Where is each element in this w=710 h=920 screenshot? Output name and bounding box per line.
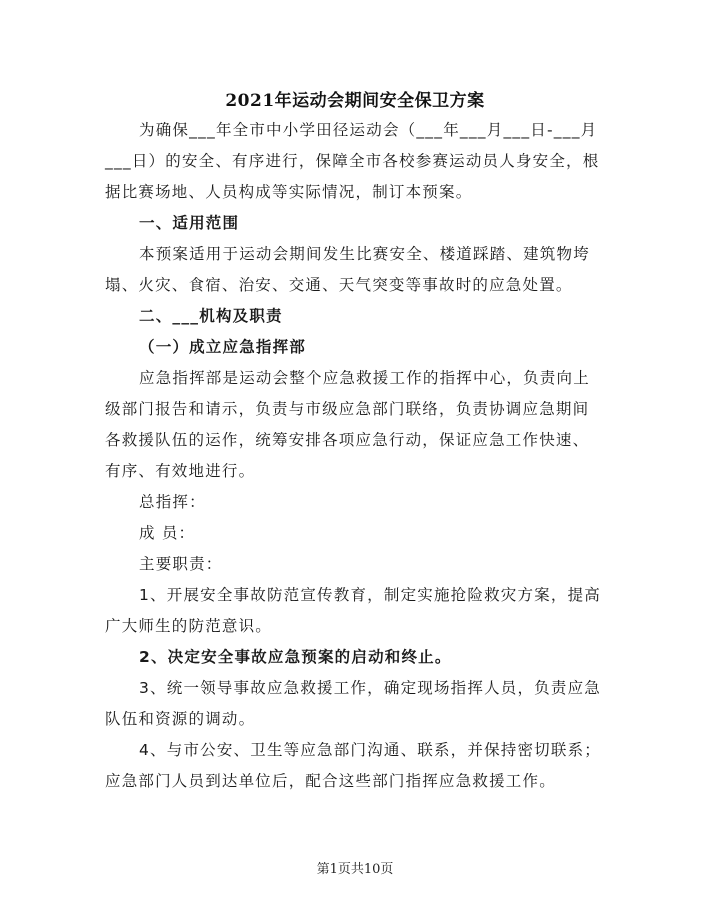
- duty-item-4: 4、与市公安、卫生等应急部门沟通、联系，并保持密切联系；应急部门人员到达单位后，配合这些部门指挥应急救援工作。: [105, 741, 601, 790]
- label-commander: 总指挥：: [139, 493, 206, 511]
- label-duties: 主要职责：: [139, 555, 223, 573]
- duty-item-3: 3、统一领导事故应急救援工作，确定现场指挥人员，负责应急队伍和资源的调动。: [105, 679, 601, 728]
- heading-command-center: （一）成立应急指挥部: [139, 338, 307, 356]
- paragraph-scope: 本预案适用于运动会期间发生比赛安全、楼道踩踏、建筑物垮塌、火灾、食宿、治安、交通、天气突变等事故时的应急处置。: [105, 245, 590, 294]
- heading-scope: 一、适用范围: [139, 214, 240, 232]
- page-number: 第1页共10页: [316, 862, 394, 877]
- document-title: 2021年运动会期间安全保卫方案: [225, 91, 485, 111]
- document-body: [105, 115, 605, 797]
- duty-item-1: 1、开展安全事故防范宣传教育，制定实施抢险救灾方案，提高广大师生的防范意识。: [105, 586, 601, 635]
- label-members: 成 员：: [139, 524, 196, 542]
- heading-organization: 二、___机构及职责: [139, 307, 283, 325]
- paragraph-command-center: 应急指挥部是运动会整个应急救援工作的指挥中心，负责向上级部门报告和请示，负责与市级应急部门联络，负责协调应急期间各救援队伍的运作，统筹安排各项应急行动，保证应急工作快速、有序、有效地进行。: [105, 369, 590, 480]
- paragraph-intro: 为确保___年全市中小学田径运动会（___年___月___日-___月___日）的安全、有序进行，保障全市各校参赛运动员人身安全，根据比赛场地、人员构成等实际情况，制订本预案。: [105, 121, 600, 201]
- duty-item-2: 2、决定安全事故应急预案的启动和终止。: [139, 648, 452, 666]
